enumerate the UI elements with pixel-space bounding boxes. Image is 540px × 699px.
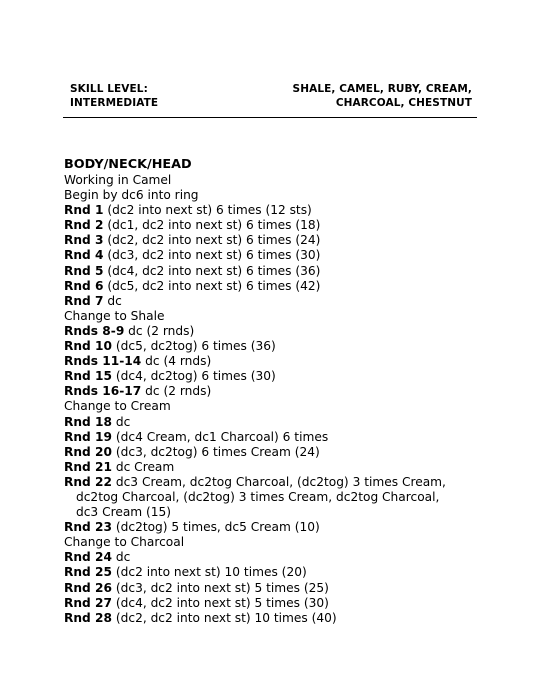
skill-level-label: SKILL LEVEL: <box>70 83 148 95</box>
instruction-line <box>64 294 484 309</box>
pattern-instructions <box>64 157 484 626</box>
round-label: Rnds 11-14 <box>64 354 142 369</box>
instruction-line <box>64 581 484 596</box>
instruction-line <box>64 520 484 535</box>
round-label: Rnd 21 <box>64 459 112 474</box>
instruction-line <box>64 611 484 626</box>
round-label: Rnd 6 <box>64 278 104 293</box>
instruction-text: Begin by dc6 into ring <box>64 188 199 203</box>
instruction-line <box>64 309 484 324</box>
section-title: BODY/NECK/HEAD <box>64 157 192 172</box>
instruction-line <box>64 415 484 430</box>
instruction-line <box>64 188 484 203</box>
instruction-text: (dc5, dc2tog) 6 times (36) <box>112 339 276 354</box>
instruction-text: dc (2 rnds) <box>124 323 195 338</box>
round-label: Rnd 25 <box>64 565 112 580</box>
instruction-text: dc3 Cream, dc2tog Charcoal, (dc2tog) 3 times Cream, <box>112 474 446 489</box>
instruction-line <box>64 430 484 445</box>
instruction-text: Change to Cream <box>64 399 171 414</box>
skill-level <box>70 82 158 110</box>
instruction-text: (dc3, dc2tog) 6 times Cream (24) <box>112 444 320 459</box>
instruction-line <box>64 490 484 505</box>
instruction-line <box>64 218 484 233</box>
round-label: Rnd 1 <box>64 203 104 218</box>
instruction-text: (dc2tog) 5 times, dc5 Cream (10) <box>112 520 320 535</box>
instruction-text: (dc3, dc2 into next st) 5 times (25) <box>112 580 329 595</box>
round-label: Rnds 8-9 <box>64 323 125 338</box>
round-label: Rnd 18 <box>64 414 112 429</box>
instruction-line <box>64 354 484 369</box>
instruction-text: (dc2 into next st) 10 times (20) <box>112 565 307 580</box>
instruction-line <box>64 339 484 354</box>
round-label: Rnd 2 <box>64 218 104 233</box>
instruction-text: dc <box>112 550 131 565</box>
round-label: Rnd 28 <box>64 610 112 625</box>
skill-level-value: INTERMEDIATE <box>70 97 159 109</box>
round-label: Rnd 24 <box>64 550 112 565</box>
round-label: Rnd 7 <box>64 293 104 308</box>
instruction-line <box>64 445 484 460</box>
instruction-text: (dc2, dc2 into next st) 6 times (24) <box>103 233 321 248</box>
instruction-line <box>64 475 484 490</box>
instruction-text: (dc1, dc2 into next st) 6 times (18) <box>103 218 321 233</box>
instruction-text: (dc4, dc2tog) 6 times (30) <box>112 369 276 384</box>
instruction-text: Change to Shale <box>64 308 165 323</box>
instruction-text: dc (2 rnds) <box>141 384 212 399</box>
instruction-text: dc <box>112 414 131 429</box>
instruction-line <box>64 203 484 218</box>
instruction-line <box>64 399 484 414</box>
instruction-text: (dc2, dc2 into next st) 10 times (40) <box>112 610 337 625</box>
header-divider <box>63 117 477 118</box>
round-label: Rnd 3 <box>64 233 104 248</box>
instruction-line <box>64 369 484 384</box>
round-label: Rnd 27 <box>64 595 112 610</box>
instruction-text: dc2tog Charcoal, (dc2tog) 3 times Cream, dc2tog Charcoal, <box>76 489 440 504</box>
instruction-text: Change to Charcoal <box>64 535 185 550</box>
instruction-text: (dc3, dc2 into next st) 6 times (30) <box>103 248 321 263</box>
instruction-line <box>64 324 484 339</box>
round-label: Rnd 5 <box>64 263 104 278</box>
round-label: Rnd 15 <box>64 369 112 384</box>
instruction-list <box>64 173 484 626</box>
instruction-line <box>64 535 484 550</box>
instruction-line <box>64 505 484 520</box>
instruction-line <box>64 384 484 399</box>
instruction-text: (dc5, dc2 into next st) 6 times (42) <box>103 278 321 293</box>
instruction-text: dc (4 rnds) <box>141 354 212 369</box>
yarn-colors-line: CHARCOAL, CHESTNUT <box>335 97 472 109</box>
instruction-line <box>64 264 484 279</box>
instruction-line <box>64 279 484 294</box>
round-label: Rnd 10 <box>64 339 112 354</box>
instruction-text: (dc4, dc2 into next st) 6 times (36) <box>103 263 321 278</box>
instruction-line <box>64 550 484 565</box>
round-label: Rnd 19 <box>64 429 112 444</box>
instruction-text: dc <box>103 293 122 308</box>
round-label: Rnd 20 <box>64 444 112 459</box>
round-label: Rnd 23 <box>64 520 112 535</box>
yarn-colors-line: SHALE, CAMEL, RUBY, CREAM, <box>292 83 472 95</box>
round-label: Rnd 26 <box>64 580 112 595</box>
instruction-line <box>64 173 484 188</box>
instruction-text: dc3 Cream (15) <box>76 505 172 520</box>
instruction-line <box>64 248 484 263</box>
round-label: Rnd 22 <box>64 474 112 489</box>
round-label: Rnd 4 <box>64 248 104 263</box>
instruction-line <box>64 596 484 611</box>
instruction-text: dc Cream <box>112 459 175 474</box>
instruction-line <box>64 565 484 580</box>
instruction-text: (dc2 into next st) 6 times (12 sts) <box>103 203 312 218</box>
instruction-line <box>64 460 484 475</box>
instruction-text: Working in Camel <box>64 173 172 187</box>
instruction-line <box>64 233 484 248</box>
round-label: Rnds 16-17 <box>64 384 142 399</box>
instruction-text: (dc4, dc2 into next st) 5 times (30) <box>112 595 329 610</box>
instruction-text: (dc4 Cream, dc1 Charcoal) 6 times <box>112 429 329 444</box>
yarn-colors <box>293 82 472 110</box>
